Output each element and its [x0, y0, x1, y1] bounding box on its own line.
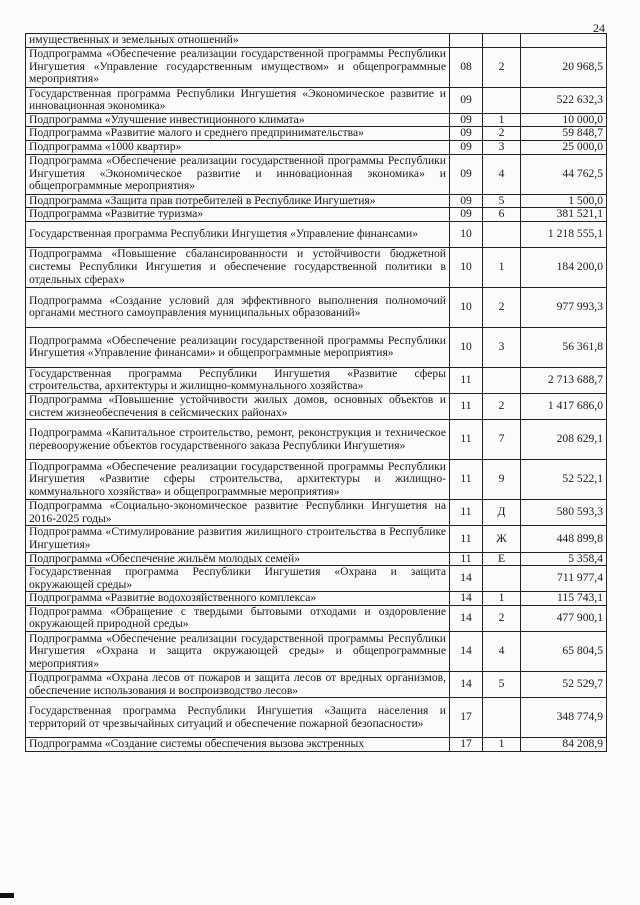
program-code-cell: 14	[450, 632, 483, 672]
program-code-cell: 10	[450, 247, 483, 287]
table-row	[26, 393, 607, 419]
subprogram-code-cell: 2	[483, 287, 521, 327]
program-code-cell: 14	[450, 566, 483, 592]
table-row	[26, 672, 607, 698]
table-row	[26, 87, 607, 113]
program-name-cell: Подпрограмма «Капитальное строительство, ремонт, реконструкция и техническое перевооружение объектов государственного заказа Республики Ингушетия»	[26, 420, 450, 460]
program-name-cell: Государственная программа Республики Ингушетия «Управление финансами»	[26, 221, 450, 247]
subprogram-code-cell	[483, 566, 521, 592]
table-row	[26, 194, 607, 208]
subprogram-code-cell: 6	[483, 208, 521, 222]
subprogram-code-cell: 1	[483, 738, 521, 752]
program-code-cell: 09	[450, 140, 483, 154]
program-name-cell: Подпрограмма «Обеспечение реализации государственной программы Республики Ингушетия «Управление финансами» и общепрограммные мероприятия»	[26, 327, 450, 367]
table-row	[26, 127, 607, 141]
program-name-cell: Подпрограмма «Социально-экономическое развитие Республики Ингушетия на 2016-2025 годы»	[26, 500, 450, 526]
program-code-cell: 09	[450, 113, 483, 127]
program-code-cell: 10	[450, 221, 483, 247]
subprogram-code-cell: 1	[483, 247, 521, 287]
program-name-cell: Подпрограмма «Защита прав потребителей в Республике Ингушетия»	[26, 194, 450, 208]
table-row	[26, 221, 607, 247]
program-name-cell: Подпрограмма «Обеспечение реализации государственной программы Республики Ингушетия «Управление государственным имуществом» и общепрограммные мероприятия»	[26, 47, 450, 87]
subprogram-code-cell: Д	[483, 500, 521, 526]
program-name-cell: Подпрограмма «Повышение устойчивости жилых домов, основных объектов и систем жизнеобеспечения в сейсмических районах»	[26, 393, 450, 419]
amount-cell: 52 522,1	[521, 460, 607, 500]
table-row	[26, 154, 607, 194]
program-name-cell: имущественных и земельных отношений»	[26, 34, 450, 48]
table-row	[26, 552, 607, 566]
amount-cell: 25 000,0	[521, 140, 607, 154]
subprogram-code-cell: Ж	[483, 526, 521, 552]
subprogram-code-cell	[483, 34, 521, 48]
amount-cell: 59 848,7	[521, 127, 607, 141]
program-name-cell: Государственная программа Республики Ингушетия «Развитие сферы строительства, архитектуры и жилищно-коммунального хозяйства»	[26, 367, 450, 393]
amount-cell: 208 629,1	[521, 420, 607, 460]
program-code-cell: 09	[450, 87, 483, 113]
amount-cell: 977 993,3	[521, 287, 607, 327]
amount-cell: 1 218 555,1	[521, 221, 607, 247]
amount-cell: 477 900,1	[521, 605, 607, 631]
amount-cell: 115 743,1	[521, 592, 607, 606]
subprogram-code-cell: 9	[483, 460, 521, 500]
amount-cell: 448 899,8	[521, 526, 607, 552]
subprogram-code-cell: 2	[483, 393, 521, 419]
table-row	[26, 500, 607, 526]
subprogram-code-cell: 1	[483, 113, 521, 127]
subprogram-code-cell: 4	[483, 632, 521, 672]
subprogram-code-cell: 7	[483, 420, 521, 460]
amount-cell: 65 804,5	[521, 632, 607, 672]
program-name-cell: Государственная программа Республики Ингушетия «Охрана и защита окружающей среды»	[26, 566, 450, 592]
program-code-cell: 08	[450, 47, 483, 87]
subprogram-code-cell	[483, 87, 521, 113]
amount-cell: 84 208,9	[521, 738, 607, 752]
program-name-cell: Подпрограмма «Создание системы обеспечения вызова экстренных	[26, 738, 450, 752]
program-name-cell: Подпрограмма «Развитие водохозяйственного комплекса»	[26, 592, 450, 606]
table-row	[26, 605, 607, 631]
program-code-cell: 17	[450, 738, 483, 752]
program-name-cell: Подпрограмма «Развитие туризма»	[26, 208, 450, 222]
table-row	[26, 247, 607, 287]
program-name-cell: Подпрограмма «1000 квартир»	[26, 140, 450, 154]
table-row	[26, 34, 607, 48]
program-name-cell: Подпрограмма «Обеспечение реализации государственной программы Республики Ингушетия «Охрана и защита окружающей среды» и общепрограммные мероприятия»	[26, 632, 450, 672]
program-code-cell: 11	[450, 500, 483, 526]
table-row	[26, 592, 607, 606]
budget-allocation-table	[25, 33, 607, 752]
amount-cell: 348 774,9	[521, 698, 607, 738]
table-row	[26, 47, 607, 87]
amount-cell: 2 713 688,7	[521, 367, 607, 393]
page-edge-mark	[0, 893, 14, 898]
program-code-cell: 09	[450, 127, 483, 141]
program-name-cell: Подпрограмма «Обеспечение реализации государственной программы Республики Ингушетия «Развитие сферы строительства, архитектуры и жилищно-коммунального хозяйства» и общепрограммные мероприятия»	[26, 460, 450, 500]
program-name-cell: Подпрограмма «Обращение с твердыми бытовыми отходами и оздоровление окружающей природной среды»	[26, 605, 450, 631]
program-name-cell: Подпрограмма «Повышение сбалансированности и устойчивости бюджетной системы Республики Ингушетия и обеспечение государственной политики в отдельных сферах»	[26, 247, 450, 287]
amount-cell: 52 529,7	[521, 672, 607, 698]
amount-cell: 56 361,8	[521, 327, 607, 367]
page-number: 24	[593, 21, 605, 35]
amount-cell: 381 521,1	[521, 208, 607, 222]
table-body	[26, 34, 607, 752]
program-code-cell: 11	[450, 367, 483, 393]
subprogram-code-cell: 1	[483, 592, 521, 606]
program-name-cell: Подпрограмма «Обеспечение жильём молодых семей»	[26, 552, 450, 566]
program-code-cell: 14	[450, 672, 483, 698]
subprogram-code-cell: 5	[483, 194, 521, 208]
table-row	[26, 698, 607, 738]
program-code-cell: 10	[450, 327, 483, 367]
program-code-cell: 11	[450, 460, 483, 500]
amount-cell: 5 358,4	[521, 552, 607, 566]
program-code-cell: 11	[450, 526, 483, 552]
amount-cell: 1 417 686,0	[521, 393, 607, 419]
program-name-cell: Подпрограмма «Создание условий для эффективного выполнения полномочий органами местного самоуправления муниципальных образований»	[26, 287, 450, 327]
amount-cell: 44 762,5	[521, 154, 607, 194]
program-name-cell: Государственная программа Республики Ингушетия «Защита населения и территорий от чрезвычайных ситуаций и обеспечение пожарной безопасности»	[26, 698, 450, 738]
table-row	[26, 526, 607, 552]
subprogram-code-cell: 2	[483, 605, 521, 631]
program-name-cell: Подпрограмма «Развитие малого и среднего предпринимательства»	[26, 127, 450, 141]
program-code-cell: 14	[450, 592, 483, 606]
program-name-cell: Подпрограмма «Стимулирование развития жилищного строительства в Республике Ингушетия»	[26, 526, 450, 552]
program-name-cell: Подпрограмма «Обеспечение реализации государственной программы Республики Ингушетия «Экономическое развитие и инновационная экономика» и общепрограммные мероприятия»	[26, 154, 450, 194]
subprogram-code-cell: 4	[483, 154, 521, 194]
subprogram-code-cell: 3	[483, 140, 521, 154]
subprogram-code-cell: 2	[483, 47, 521, 87]
table-row	[26, 140, 607, 154]
program-code-cell: 17	[450, 698, 483, 738]
program-code-cell: 09	[450, 154, 483, 194]
subprogram-code-cell	[483, 698, 521, 738]
amount-cell: 1 500,0	[521, 194, 607, 208]
amount-cell: 20 968,5	[521, 47, 607, 87]
program-name-cell: Государственная программа Республики Ингушетия «Экономическое развитие и инновационная экономика»	[26, 87, 450, 113]
subprogram-code-cell: Е	[483, 552, 521, 566]
program-name-cell: Подпрограмма «Охрана лесов от пожаров и защита лесов от вредных организмов, обеспечение использования и воспроизводство лесов»	[26, 672, 450, 698]
program-code-cell: 11	[450, 552, 483, 566]
program-name-cell: Подпрограмма «Улучшение инвестиционного климата»	[26, 113, 450, 127]
amount-cell	[521, 34, 607, 48]
amount-cell: 711 977,4	[521, 566, 607, 592]
table-row	[26, 566, 607, 592]
table-row	[26, 287, 607, 327]
program-code-cell: 11	[450, 420, 483, 460]
program-code-cell: 11	[450, 393, 483, 419]
table-row	[26, 327, 607, 367]
program-code-cell: 10	[450, 287, 483, 327]
amount-cell: 522 632,3	[521, 87, 607, 113]
table-row	[26, 113, 607, 127]
table-row	[26, 367, 607, 393]
program-code-cell	[450, 34, 483, 48]
table-row	[26, 460, 607, 500]
amount-cell: 10 000,0	[521, 113, 607, 127]
subprogram-code-cell: 5	[483, 672, 521, 698]
table-row	[26, 420, 607, 460]
table-row	[26, 632, 607, 672]
subprogram-code-cell: 2	[483, 127, 521, 141]
program-code-cell: 09	[450, 208, 483, 222]
amount-cell: 184 200,0	[521, 247, 607, 287]
subprogram-code-cell	[483, 367, 521, 393]
subprogram-code-cell: 3	[483, 327, 521, 367]
program-code-cell: 09	[450, 194, 483, 208]
program-code-cell: 14	[450, 605, 483, 631]
subprogram-code-cell	[483, 221, 521, 247]
amount-cell: 580 593,3	[521, 500, 607, 526]
table-row	[26, 208, 607, 222]
table-row	[26, 738, 607, 752]
